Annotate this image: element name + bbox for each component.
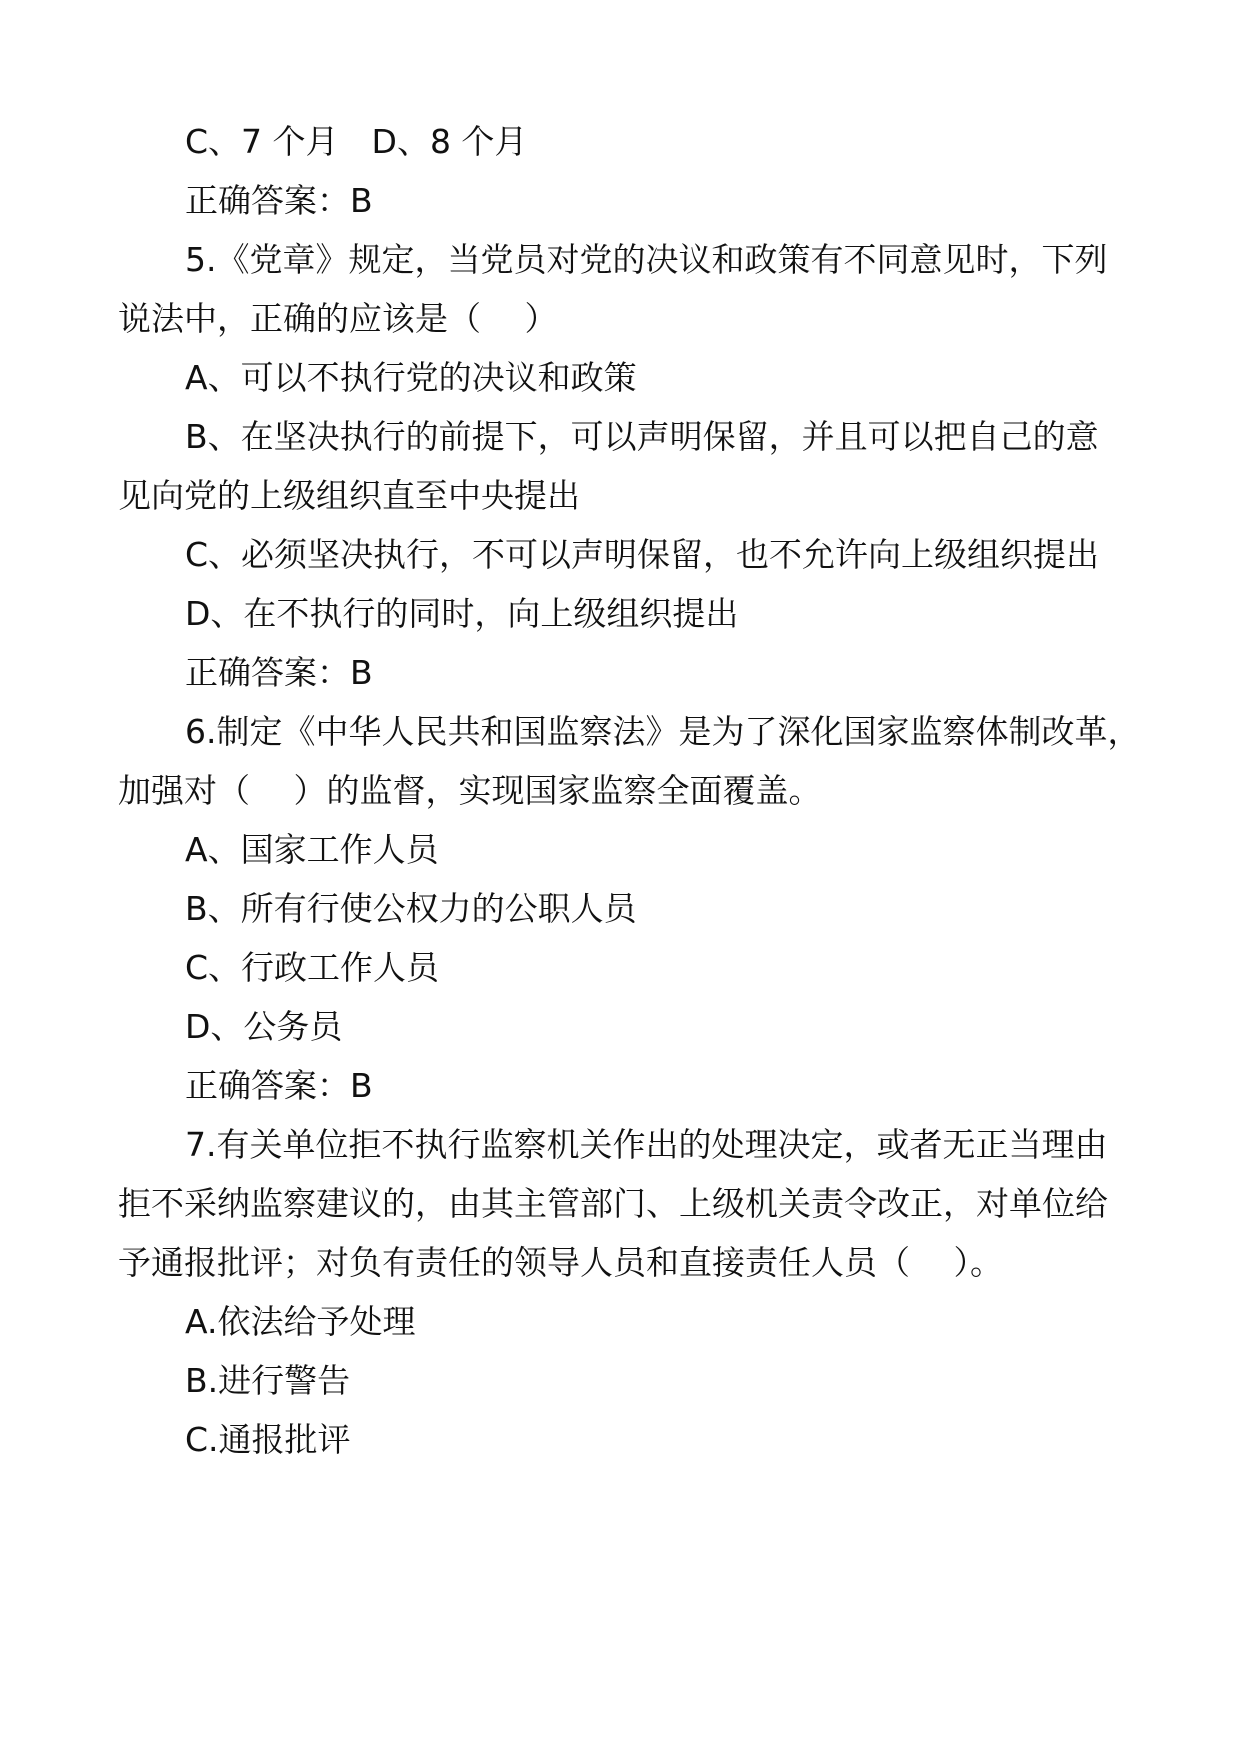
option-line: D、公务员 bbox=[185, 1007, 343, 1046]
option-line: B、在坚决执行的前提下，可以声明保留，并且可以把自己的意 bbox=[185, 417, 1099, 456]
question-7-line-2: 拒不采纳监察建议的，由其主管部门、上级机关责令改正，对单位给 bbox=[118, 1184, 1108, 1223]
answer-line: 正确答案：B bbox=[185, 1066, 373, 1105]
option-line: B、所有行使公权力的公职人员 bbox=[185, 889, 637, 928]
option-line: C、行政工作人员 bbox=[185, 948, 440, 987]
option-line: C、必须坚决执行，不可以声明保留，也不允许向上级组织提出 bbox=[185, 535, 1100, 574]
option-line: A、国家工作人员 bbox=[185, 830, 439, 869]
option-line: C、7 个月 D、8 个月 bbox=[185, 122, 528, 161]
option-line: A、可以不执行党的决议和政策 bbox=[185, 358, 637, 397]
option-line: D、在不执行的同时，向上级组织提出 bbox=[185, 594, 739, 633]
option-line: B.进行警告 bbox=[185, 1361, 351, 1400]
option-line: A.依法给予处理 bbox=[185, 1302, 416, 1341]
answer-line: 正确答案：B bbox=[185, 653, 373, 692]
option-line-continued: 见向党的上级组织直至中央提出 bbox=[118, 476, 580, 515]
question-5-line-2: 说法中，正确的应该是（ ） bbox=[118, 299, 558, 338]
option-line: C.通报批评 bbox=[185, 1420, 351, 1459]
question-5-line-1: 5.《党章》规定，当党员对党的决议和政策有不同意见时，下列 bbox=[185, 240, 1108, 279]
question-6-line-2: 加强对（ ）的监督，实现国家监察全面覆盖。 bbox=[118, 771, 822, 810]
question-6-line-1: 6.制定《中华人民共和国监察法》是为了深化国家监察体制改革， bbox=[185, 712, 1141, 751]
question-7-line-3: 予通报批评；对负有责任的领导人员和直接责任人员（ ）。 bbox=[118, 1243, 1003, 1282]
question-7-line-1: 7.有关单位拒不执行监察机关作出的处理决定，或者无正当理由 bbox=[185, 1125, 1108, 1164]
answer-line: 正确答案：B bbox=[185, 181, 373, 220]
